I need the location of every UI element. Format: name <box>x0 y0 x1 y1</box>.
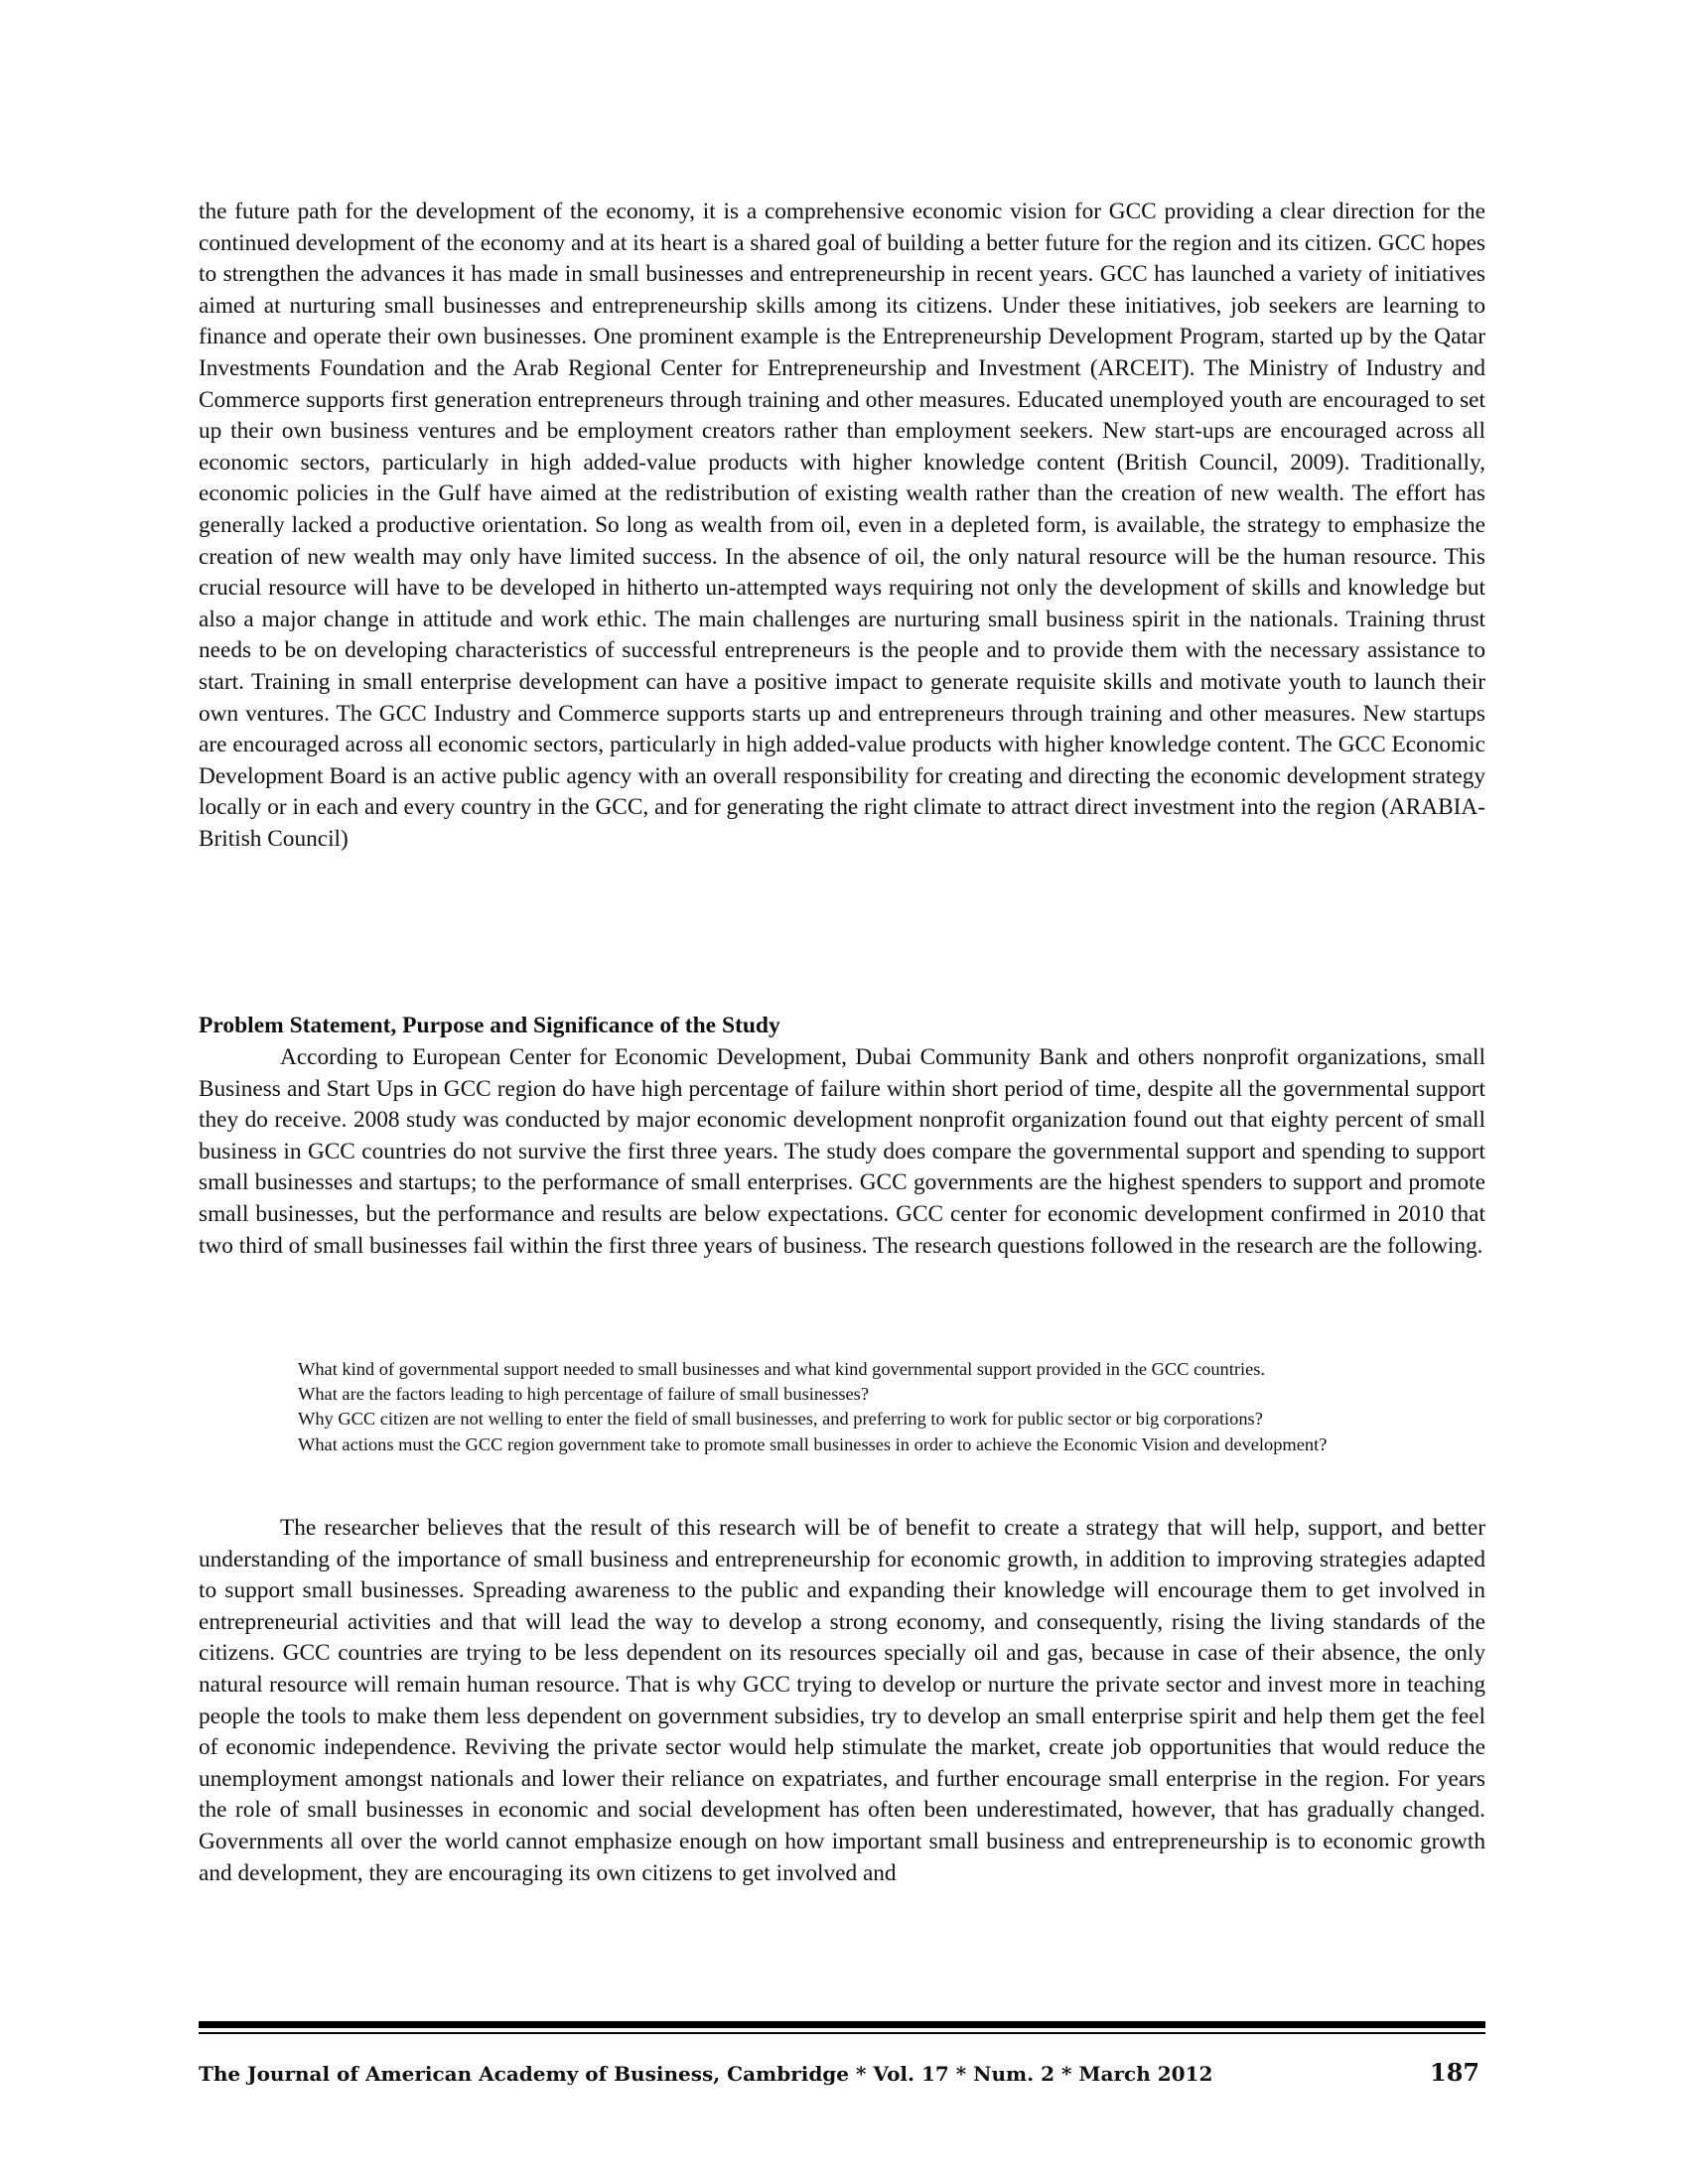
page-number: 187 <box>1430 2058 1480 2087</box>
problem-statement-paragraph: According to European Center for Economic Development, Dubai Community Bank and others nonprofit organizations, small Business and Start Ups in GCC region do have high percentage of failure within short period of time, despite all the governmental support they do receive. 2008 study was conducted by major economic development nonprofit organization found out that eighty percent of small business in GCC countries do not survive the first three years. The study does compare the governmental support and spending to support small businesses and startups; to the performance of small enterprises. GCC governments are the highest spenders to support and promote small businesses, but the performance and results are below expectations. GCC center for economic development confirmed in 2010 that two third of small businesses fail within the first three years of business. The research questions followed in the research are the following. <box>199 1044 1485 1259</box>
research-questions-list <box>298 1357 1485 1457</box>
research-question: What are the factors leading to high percentage of failure of small businesses? <box>298 1384 869 1405</box>
footer-journal-citation: The Journal of American Academy of Business, Cambridge * Vol. 17 * Num. 2 * March 2012 <box>199 2062 1213 2086</box>
section-heading: Problem Statement, Purpose and Significance of the Study <box>199 1013 780 1038</box>
footer-rule-thick <box>199 2021 1485 2028</box>
research-question: What actions must the GCC region government take to promote small businesses in order to achieve the Economic Vision and development? <box>298 1433 1328 1454</box>
footer-rule-thin <box>199 2032 1485 2034</box>
body-paragraph-1: the future path for the development of the economy, it is a comprehensive economic vision for GCC providing a clear direction for the continued development of the economy and at its heart is a shared goal of building a better future for the region and its citizen. GCC hopes to strengthen the advances it has made in small businesses and entrepreneurship in recent years. GCC has launched a variety of initiatives aimed at nurturing small businesses and entrepreneurship skills among its citizens. Under these initiatives, job seekers are learning to finance and operate their own businesses. One prominent example is the Entrepreneurship Development Program, started up by the Qatar Investments Foundation and the Arab Regional Center for Entrepreneurship and Investment (ARCEIT). The Ministry of Industry and Commerce supports first generation entrepreneurs through training and other measures. Educated unemployed youth are encouraged to set up their own business ventures and be employment creators rather than employment seekers. New start-ups are encouraged across all economic sectors, particularly in high added-value products with higher knowledge content (British Council, 2009). Traditionally, economic policies in the Gulf have aimed at the redistribution of existing wealth rather than the creation of new wealth. The effort has generally lacked a productive orientation. So long as wealth from oil, even in a depleted form, is available, the strategy to emphasize the creation of new wealth may only have limited success. In the absence of oil, the only natural resource will be the human resource. This crucial resource will have to be developed in hitherto un-attempted ways requiring not only the development of skills and knowledge but also a major change in attitude and work ethic. The main challenges are nurturing small business spirit in the nationals. Training thrust needs to be on developing characteristics of successful entrepreneurs is the people and to provide them with the necessary assistance to start. Training in small enterprise development can have a positive impact to generate requisite skills and motivate youth to launch their own ventures. The GCC Industry and Commerce supports starts up and entrepreneurs through training and other measures. New startups are encouraged across all economic sectors, particularly in high added-value products with higher knowledge content. The GCC Economic Development Board is an active public agency with an overall responsibility for creating and directing the economic development strategy locally or in each and every country in the GCC, and for generating the right climate to attract direct investment into the region (ARABIA-British Council) <box>199 199 1485 852</box>
research-question: Why GCC citizen are not welling to enter the field of small businesses, and preferring to work for public sector or big corporations? <box>298 1409 1263 1430</box>
significance-paragraph: The researcher believes that the result of this research will be of benefit to create a strategy that will help, support, and better understanding of the importance of small business and entrepreneurship for economic growth, in addition to improving strategies adapted to support small businesses. Spreading awareness to the public and expanding their knowledge will encourage them to get involved in entrepreneurial activities and that will lead the way to develop a strong economy, and consequently, rising the living standards of the citizens. GCC countries are trying to be less dependent on its resources specially oil and gas, because in case of their absence, the only natural resource will remain human resource. That is why GCC trying to develop or nurture the private sector and invest more in teaching people the tools to make them less dependent on government subsidies, try to develop an small enterprise spirit and help them get the feel of economic independence. Reviving the private sector would help stimulate the market, create job opportunities that would reduce the unemployment amongst nationals and lower their reliance on expatriates, and further encourage small enterprise in the region. For years the role of small businesses in economic and social development has often been underestimated, however, that has gradually changed. Governments all over the world cannot emphasize enough on how important small business and entrepreneurship is to economic growth and development, they are encouraging its own citizens to get involved and <box>199 1515 1485 1886</box>
research-question: What kind of governmental support needed to small businesses and what kind governmental support provided in the GCC countries. <box>298 1359 1266 1379</box>
